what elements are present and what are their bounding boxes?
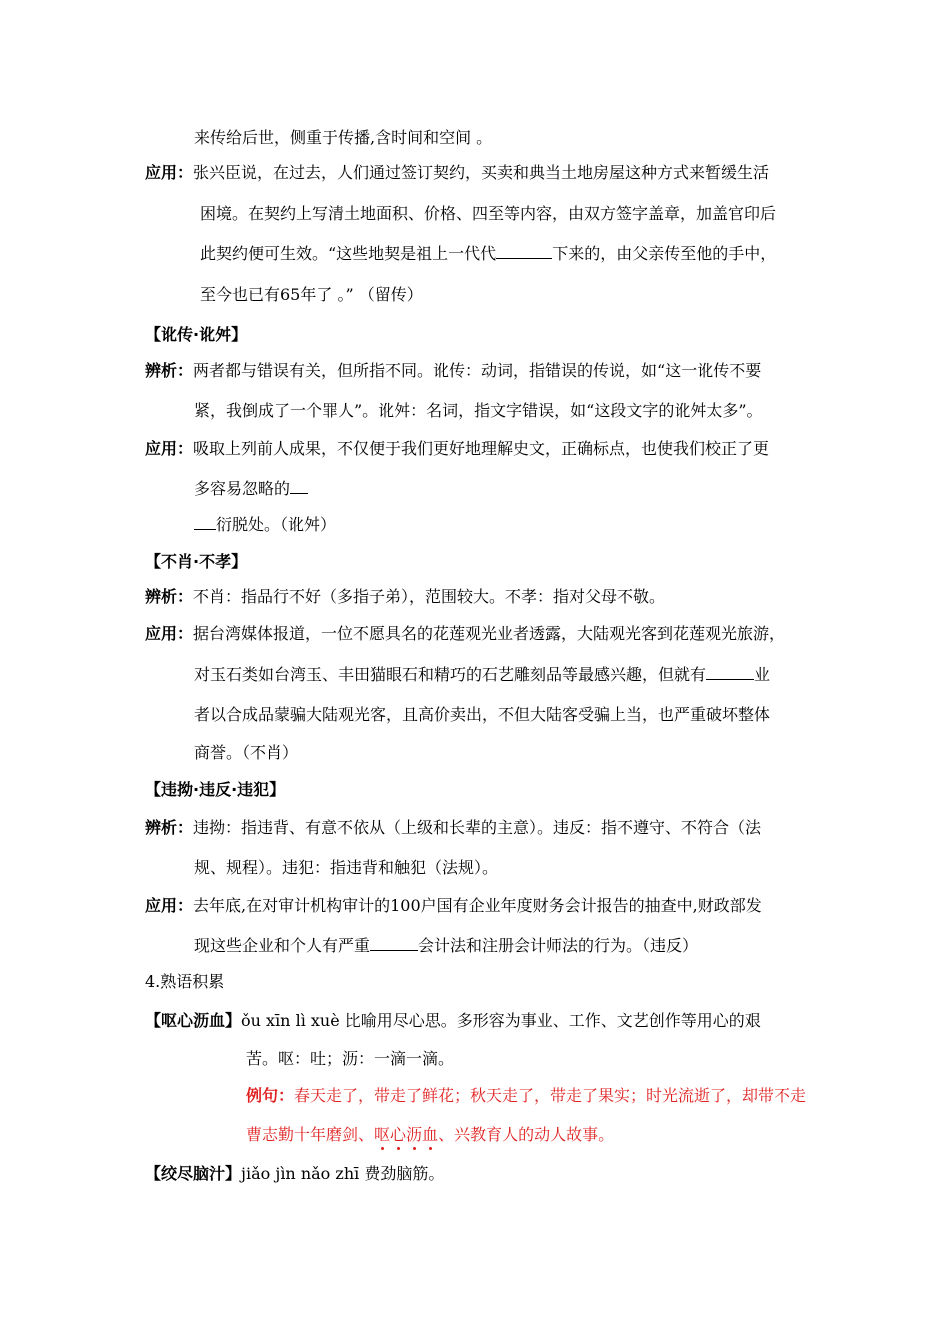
text-line: 紧，我倒成了一个罪人”。讹舛：名词，指文字错误，如“这段文字的讹舛太多”。 [194, 401, 763, 420]
apply-label: 应用： [145, 896, 194, 915]
section-heading: 【违拗·违反·违犯】 [145, 780, 286, 799]
application-paragraph [145, 623, 785, 645]
text-line-with-blank [194, 478, 308, 500]
example-sentence [246, 1085, 806, 1107]
text-line: 两者都与错误有关，但所指不同。讹传：动词，指错误的传说，如“这一讹传不要 [193, 361, 762, 380]
emphasis-char: 呕 [374, 1125, 391, 1144]
application-paragraph [145, 895, 762, 917]
emphasis-char: 血 [422, 1125, 439, 1144]
text-line-with-blank [200, 243, 776, 265]
text-segment: 多容易忽略的 [194, 479, 291, 498]
fill-blank [706, 665, 754, 680]
emphasis-char: 沥 [406, 1125, 423, 1144]
text-line: 据台湾媒体报道，一位不愿具名的花莲观光业者透露，大陆观光客到花莲观光旅游， [193, 624, 786, 643]
text-line: 苦。呕：吐；沥：一滴一滴。 [246, 1049, 455, 1068]
text-segment: 业 [754, 665, 771, 684]
analysis-label: 辨析： [145, 818, 194, 837]
section-heading: 【讹传·讹舛】 [145, 325, 248, 344]
application-paragraph [145, 162, 769, 184]
text-line: 春天走了，带走了鲜花；秋天走了，带走了果实；时光流逝了，却带不走 [294, 1086, 807, 1105]
analysis-label: 辨析： [145, 361, 194, 380]
text-line-with-blank [194, 935, 698, 957]
text-segment: 对玉石类如台湾玉、丰田猫眼石和精巧的石艺雕刻品等最感兴趣，但就有 [194, 665, 707, 684]
fill-blank [370, 936, 418, 951]
emphasis-char: 心 [390, 1125, 407, 1144]
idiom-heading: 【呕心沥血】 [145, 1011, 242, 1030]
application-paragraph [145, 438, 769, 460]
text-line: 去年底,在对审计机构审计的100户国有企业年度财务会计报告的抽查中,财政部发 [193, 896, 762, 915]
text-line: 商誉。（不肖） [194, 743, 299, 762]
section-heading: 【不肖·不孝】 [145, 552, 248, 571]
analysis-paragraph [145, 360, 761, 382]
text-line: 吸取上列前人成果，不仅便于我们更好地理解史文，正确标点，也使我们校正了更 [193, 439, 770, 458]
text-segment: 衍脱处。（讹舛） [216, 515, 337, 534]
text-line: 至今也已有65年了 。” （留传） [200, 285, 423, 304]
idiom-entry [145, 1163, 444, 1185]
subsection-title: 4.熟语积累 [145, 972, 225, 991]
text-segment: 此契约便可生效。“这些地契是祖上一代代 [200, 244, 497, 263]
text-line: 张兴臣说，在过去，人们通过签订契约，买卖和典当土地房屋这种方式来暂缓生活 [193, 163, 770, 182]
apply-label: 应用： [145, 439, 194, 458]
text-line: 者以合成品蒙骗大陆观光客，且高价卖出，不但大陆客受骗上当，也严重破坏整体 [194, 705, 771, 724]
text-line: 不肖：指品行不好（多指子弟），范围较大。不孝：指对父母不敬。 [193, 587, 666, 606]
idiom-heading: 【绞尽脑汁】 [145, 1164, 242, 1183]
example-label: 例句： [246, 1086, 295, 1105]
text-segment: 曹志勤十年磨剑、 [246, 1125, 375, 1144]
idiom-definition: ǒu xīn lì xuè 比喻用尽心思。多形容为事业、工作、文艺创作等用心的艰 [241, 1011, 761, 1030]
fill-blank [290, 479, 308, 494]
text-line: 困境。在契约上写清土地面积、价格、四至等内容，由双方签字盖章，加盖官印后 [200, 204, 777, 223]
text-segment: 下来的，由父亲传至他的手中， [552, 244, 777, 263]
analysis-paragraph [145, 817, 761, 839]
text-line-with-blank [194, 514, 336, 536]
text-segment: 会计法和注册会计师法的行为。（违反） [418, 936, 699, 955]
analysis-paragraph [145, 586, 665, 608]
fill-blank [496, 244, 552, 259]
text-line: 来传给后世，侧重于传播,含时间和空间 。 [194, 128, 493, 147]
text-line-with-blank [194, 664, 770, 686]
analysis-label: 辨析： [145, 587, 194, 606]
idiom-definition: jiǎo jìn nǎo zhī 费劲脑筋。 [241, 1164, 445, 1183]
text-segment: 现这些企业和个人有严重 [194, 936, 371, 955]
text-segment: 、兴教育人的动人故事。 [438, 1125, 615, 1144]
idiom-entry [145, 1010, 761, 1032]
text-line: 违拗：指违背、有意不依从（上级和长辈的主意）。违反：指不遵守、不符合（法 [193, 818, 762, 837]
example-sentence-continued [246, 1124, 614, 1146]
fill-blank [194, 515, 216, 530]
apply-label: 应用： [145, 624, 194, 643]
apply-label: 应用： [145, 163, 194, 182]
text-line: 规、规程）。违犯：指违背和触犯（法规）。 [194, 858, 499, 877]
